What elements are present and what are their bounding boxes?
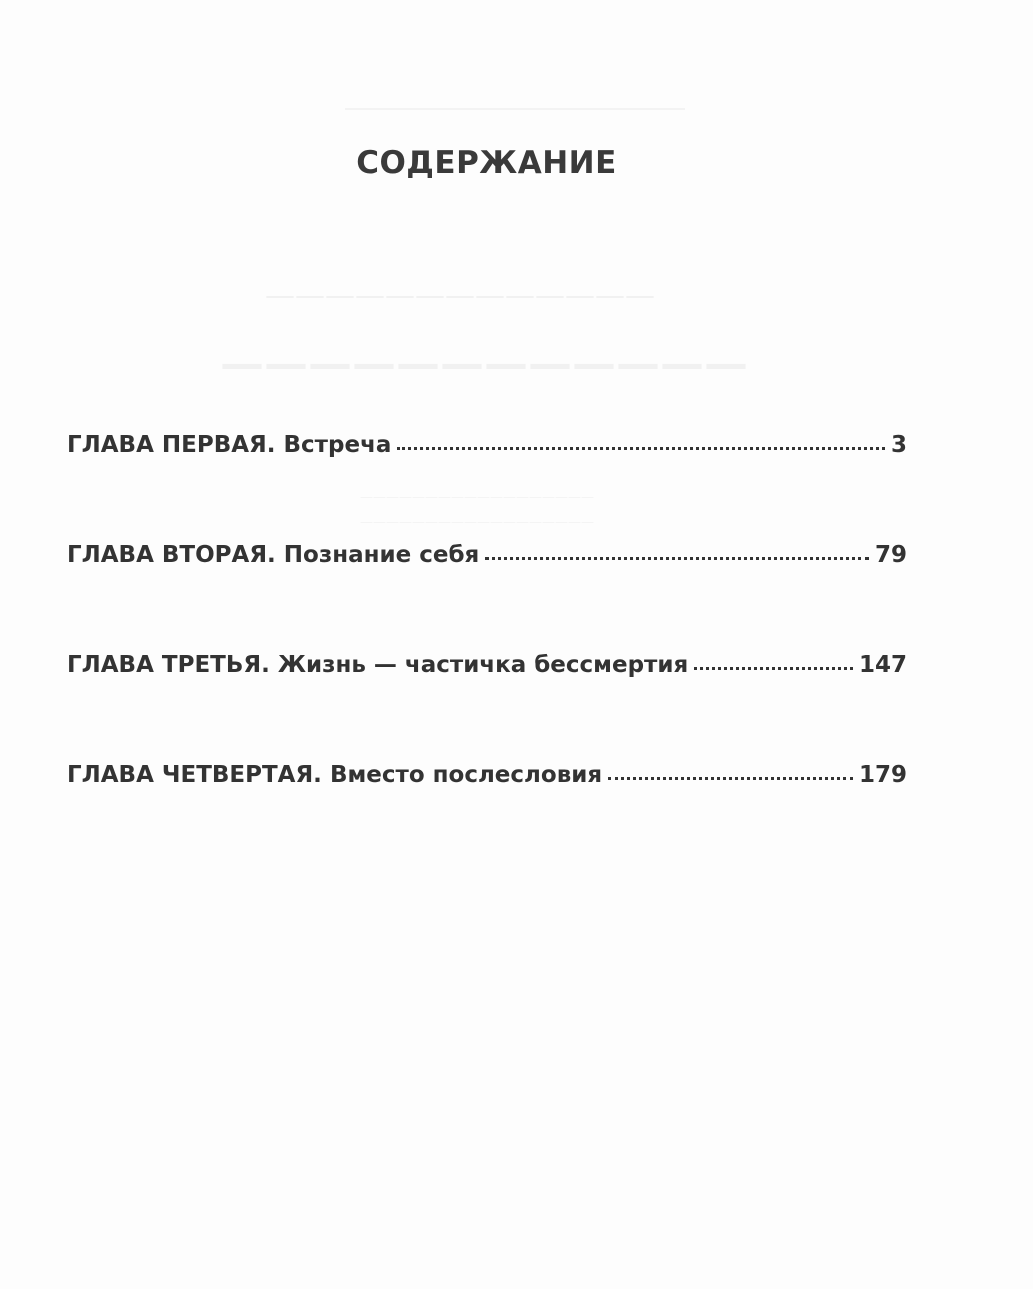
toc-entry-label bbox=[67, 652, 688, 678]
bleed-through-text bbox=[265, 278, 655, 313]
chapter-title: Познание себя bbox=[283, 542, 480, 568]
dot-leader bbox=[397, 447, 885, 450]
toc-entry[interactable] bbox=[67, 652, 907, 684]
bleed-through-text bbox=[220, 338, 748, 389]
chapter-title: Жизнь — частичка бессмертия bbox=[277, 652, 689, 678]
bleed-through-text bbox=[360, 490, 594, 505]
toc-entry-label bbox=[67, 432, 391, 458]
chapter-number: ГЛАВА ПЕРВАЯ. bbox=[67, 432, 276, 458]
chapter-number: ГЛАВА ВТОРАЯ. bbox=[67, 542, 276, 568]
dot-leader bbox=[485, 557, 869, 560]
page-number: 3 bbox=[890, 432, 907, 458]
toc-entry-label bbox=[67, 542, 479, 568]
toc-entry-label bbox=[67, 762, 602, 788]
bleed-through-text bbox=[360, 515, 594, 530]
dot-leader bbox=[694, 667, 853, 670]
toc-entry[interactable] bbox=[67, 432, 907, 464]
chapter-title: Встреча bbox=[283, 432, 392, 458]
chapter-number: ГЛАВА ЧЕТВЕРТАЯ. bbox=[67, 762, 322, 788]
dot-leader bbox=[608, 777, 853, 780]
page-number: 147 bbox=[858, 652, 907, 678]
bleed-through-line bbox=[345, 108, 685, 110]
page-number: 179 bbox=[858, 762, 907, 788]
page-number: 79 bbox=[874, 542, 907, 568]
toc-entry[interactable] bbox=[67, 542, 907, 574]
page-title: СОДЕРЖАНИЕ bbox=[356, 145, 617, 181]
chapter-number: ГЛАВА ТРЕТЬЯ. bbox=[67, 652, 270, 678]
toc-entry[interactable] bbox=[67, 762, 907, 794]
chapter-title: Вместо послесловия bbox=[329, 762, 603, 788]
